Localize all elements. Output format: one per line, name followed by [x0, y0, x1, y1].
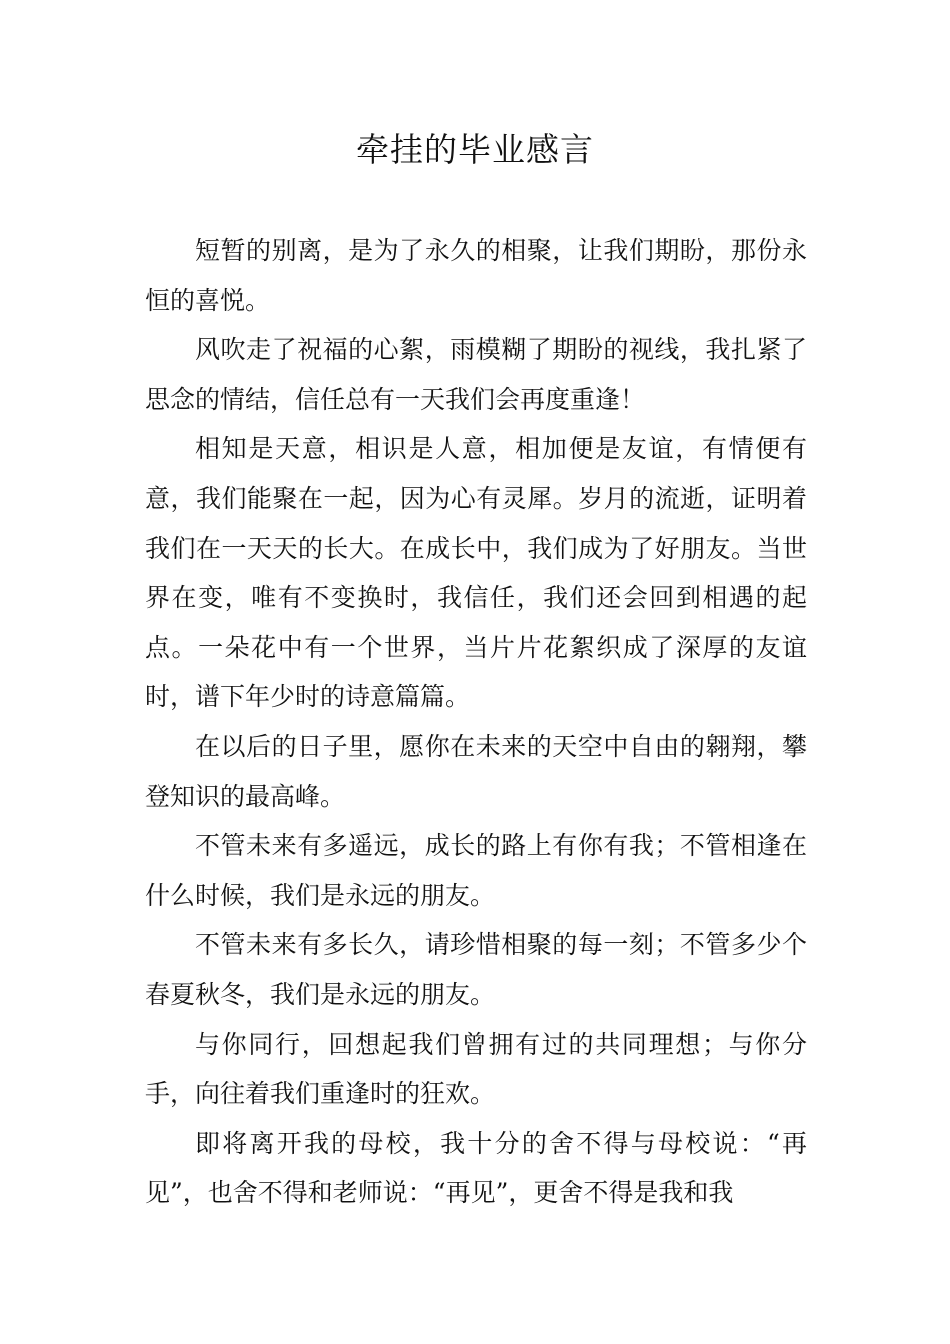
paragraph-5: 不管未来有多遥远，成长的路上有你有我；不管相逢在什么时候，我们是永远的朋友。: [145, 831, 807, 910]
paragraph-7: 与你同行，回想起我们曾拥有过的共同理想；与你分手，向往着我们重逢时的狂欢。: [145, 1029, 807, 1109]
paragraph-4: 在以后的日子里，愿你在未来的天空中自由的翱翔，攀登知识的最高峰。: [145, 731, 807, 811]
page-title: 牵挂的毕业感言: [356, 130, 594, 169]
paragraph-1: 短暂的别离，是为了永久的相聚，让我们期盼，那份永恒的喜悦。: [145, 236, 807, 315]
paragraph-2: 风吹走了祝福的心絮，雨模糊了期盼的视线，我扎紧了思念的情结，信任总有一天我们会再度重逢！: [145, 335, 807, 414]
paragraph-6: 不管未来有多长久，请珍惜相聚的每一刻；不管多少个春夏秋冬，我们是永远的朋友。: [145, 930, 807, 1009]
paragraph-8: 即将离开我的母校，我十分的舍不得与母校说：“再见”，也舍不得和老师说：“再见”，更舍不得是我和我: [145, 1128, 807, 1208]
document-body: [145, 226, 807, 1218]
paragraph-3: 相知是天意，相识是人意，相加便是友谊，有情便有意，我们能聚在一起，因为心有灵犀。岁月的流逝，证明着我们在一天天的长大。在成长中，我们成为了好朋友。当世界在变，唯有不变换时，我信任，我们还会回到相遇的起点。一朵花中有一个世界，当片片花絮织成了深厚的友谊时，谱下年少时的诗意篇篇。: [145, 434, 807, 712]
